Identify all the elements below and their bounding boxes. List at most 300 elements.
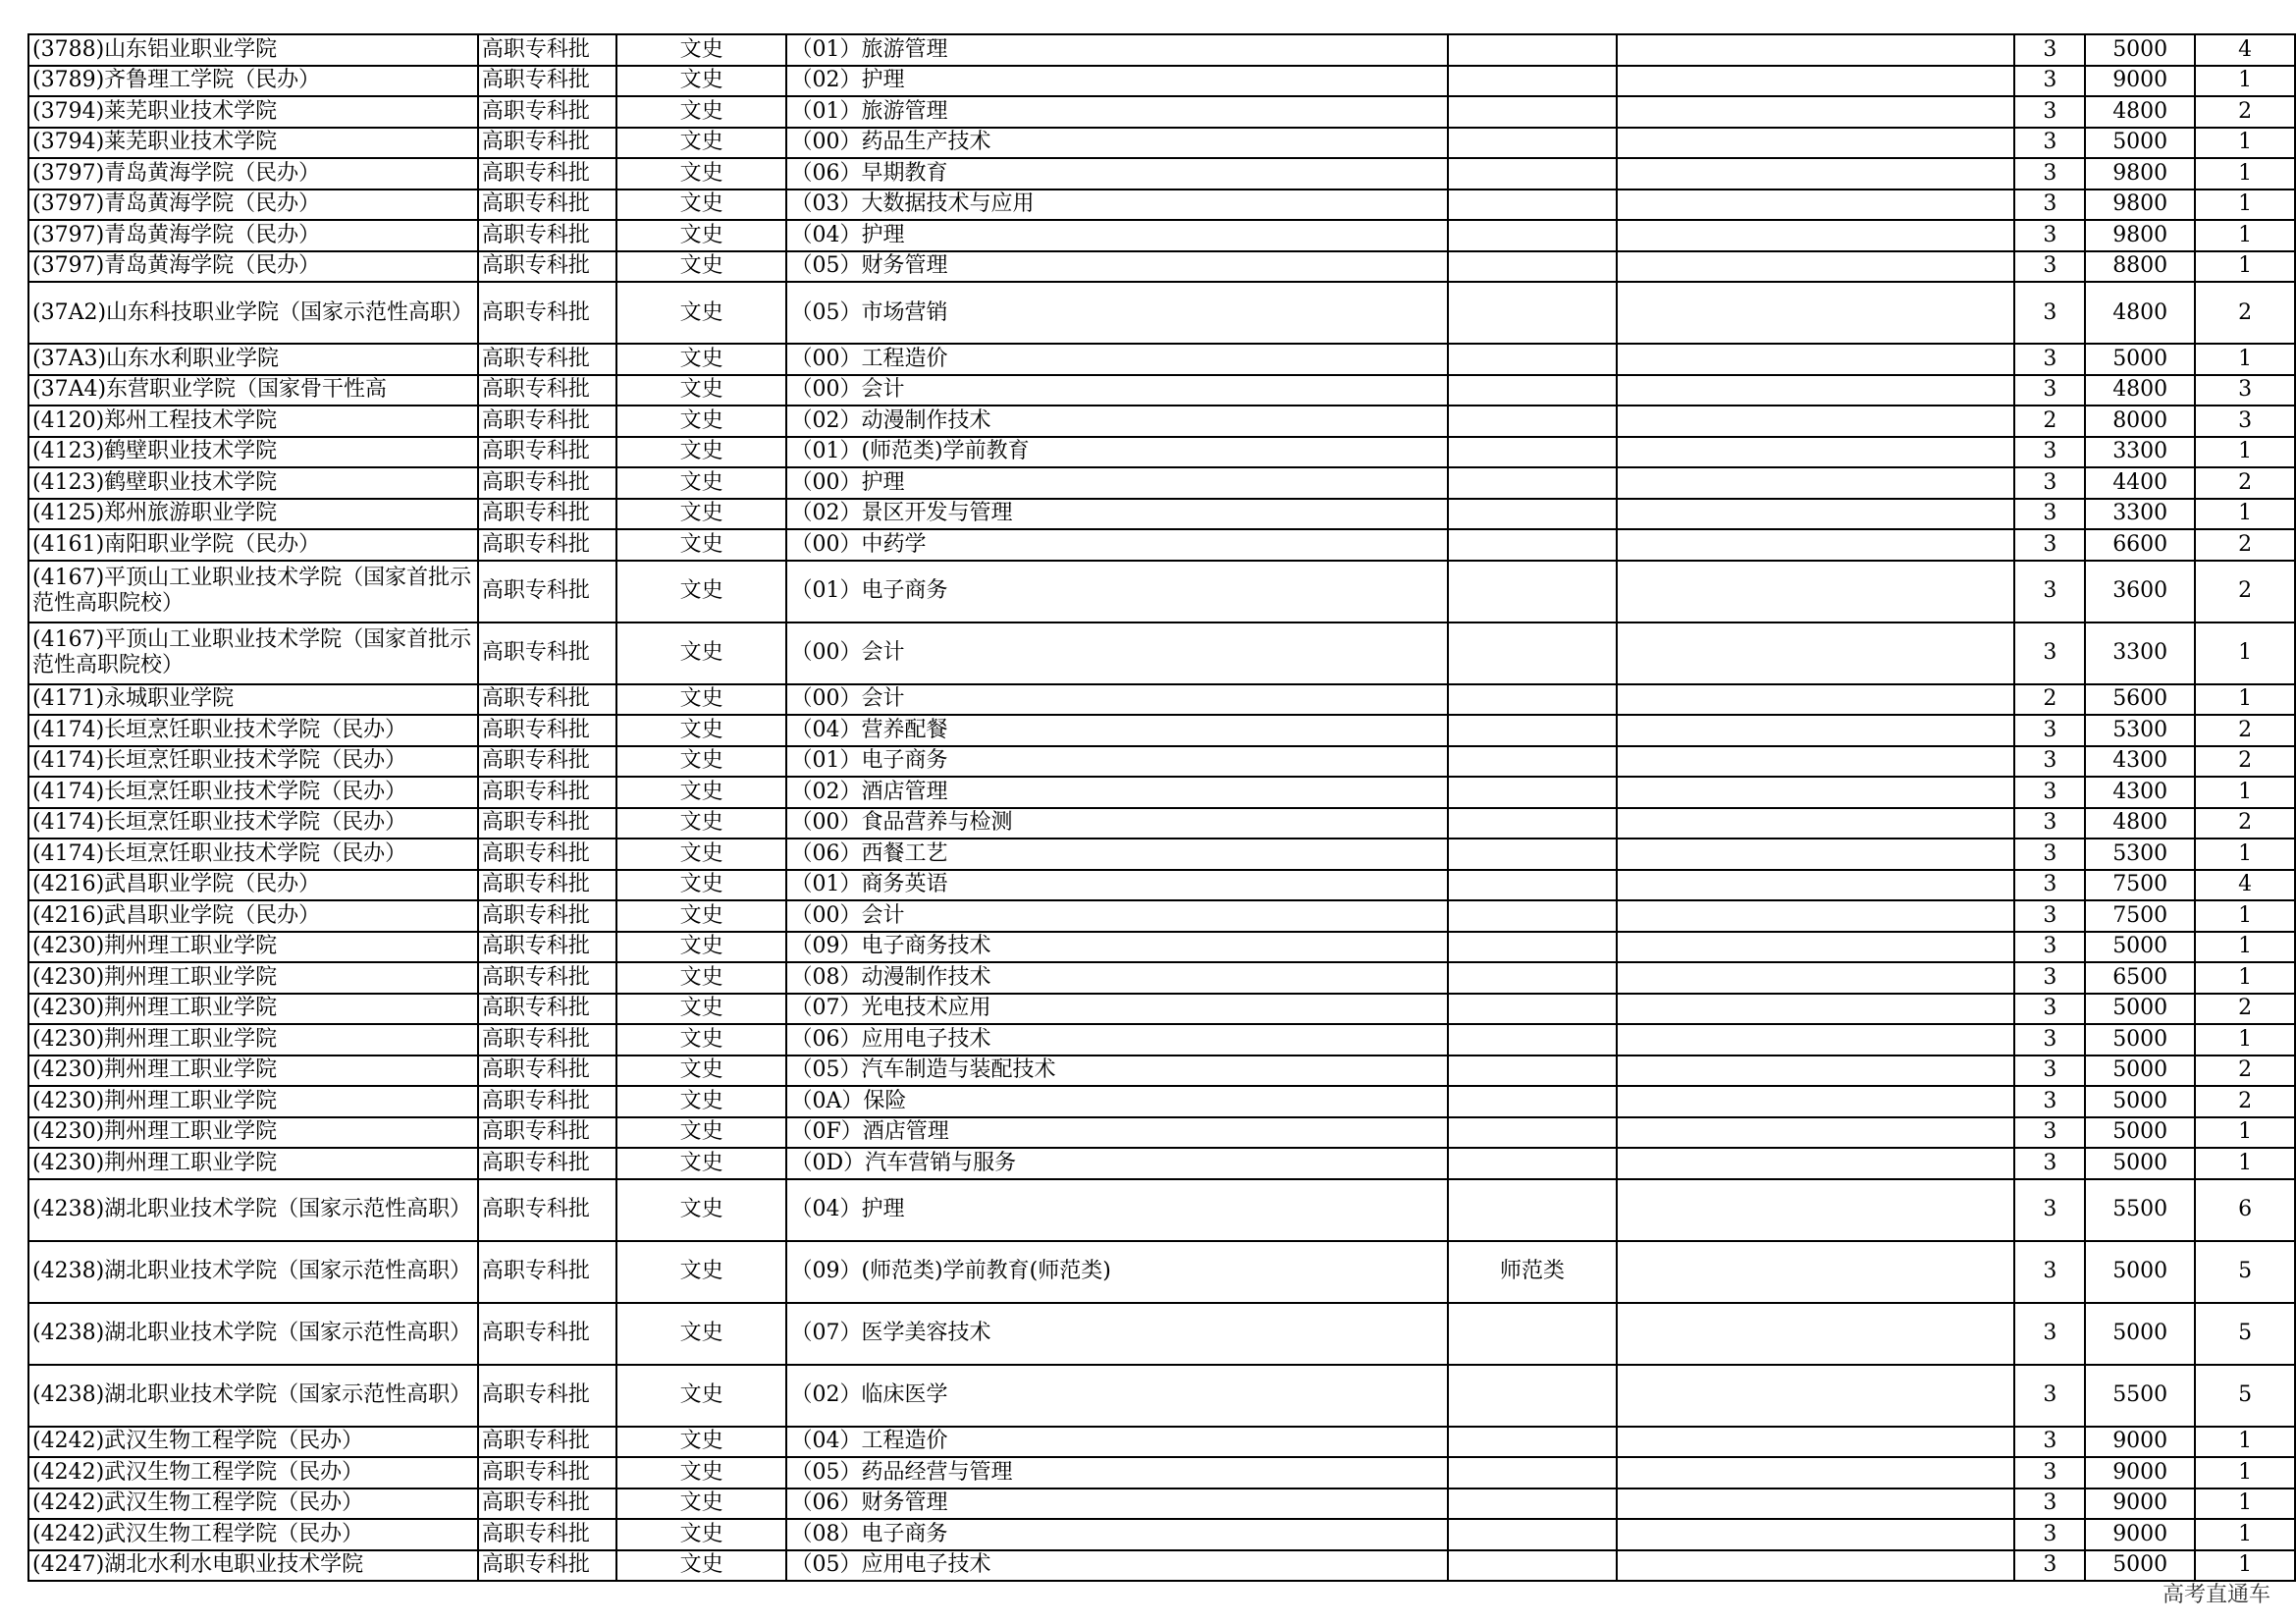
- tuition-cell: 5000: [2085, 1550, 2195, 1582]
- major-cell: （04）护理: [786, 1179, 1447, 1241]
- plan-count-cell: 1: [2195, 1489, 2295, 1520]
- subject-cell: 文史: [616, 1086, 787, 1117]
- major-cell: （08）动漫制作技术: [786, 962, 1447, 994]
- major-cell: （05）药品经营与管理: [786, 1457, 1447, 1489]
- tuition-cell: 9800: [2085, 220, 2195, 251]
- remark-cell: [1617, 1489, 2014, 1520]
- note-cell: [1448, 561, 1618, 623]
- plan-count-cell: 1: [2195, 1427, 2295, 1458]
- table-row: [28, 561, 2295, 623]
- plan-count-cell: 5: [2195, 1303, 2295, 1365]
- school-cell: (3797)青岛黄海学院（民办）: [28, 189, 478, 221]
- subject-cell: 文史: [616, 282, 787, 344]
- plan-count-cell: 1: [2195, 1117, 2295, 1149]
- table-row: [28, 1241, 2295, 1303]
- batch-cell: 高职专科批: [478, 1303, 616, 1365]
- school-cell: (3794)莱芜职业技术学院: [28, 128, 478, 159]
- major-cell: （01）电子商务: [786, 746, 1447, 778]
- remark-cell: [1617, 437, 2014, 468]
- note-cell: [1448, 96, 1618, 128]
- major-cell: （05）汽车制造与装配技术: [786, 1056, 1447, 1087]
- years-cell: 3: [2014, 870, 2085, 901]
- subject-cell: 文史: [616, 932, 787, 963]
- subject-cell: 文史: [616, 344, 787, 375]
- plan-count-cell: 1: [2195, 189, 2295, 221]
- tuition-cell: 5000: [2085, 128, 2195, 159]
- table-row: [28, 994, 2295, 1025]
- years-cell: 3: [2014, 839, 2085, 870]
- tuition-cell: 9000: [2085, 1489, 2195, 1520]
- note-cell: [1448, 282, 1618, 344]
- school-cell: (3797)青岛黄海学院（民办）: [28, 251, 478, 283]
- note-cell: [1448, 158, 1618, 189]
- tuition-cell: 4800: [2085, 375, 2195, 406]
- remark-cell: [1617, 499, 2014, 530]
- plan-count-cell: 5: [2195, 1365, 2295, 1427]
- remark-cell: [1617, 1086, 2014, 1117]
- major-cell: （00）中药学: [786, 529, 1447, 561]
- remark-cell: [1617, 128, 2014, 159]
- batch-cell: 高职专科批: [478, 1148, 616, 1179]
- school-cell: (4238)湖北职业技术学院（国家示范性高职）: [28, 1241, 478, 1303]
- subject-cell: 文史: [616, 1489, 787, 1520]
- years-cell: 3: [2014, 1117, 2085, 1149]
- note-cell: [1448, 900, 1618, 932]
- school-cell: (4167)平顶山工业职业技术学院（国家首批示范性高职院校）: [28, 623, 478, 684]
- major-cell: （09）电子商务技术: [786, 932, 1447, 963]
- tuition-cell: 5000: [2085, 1241, 2195, 1303]
- subject-cell: 文史: [616, 1056, 787, 1087]
- tuition-cell: 9000: [2085, 1519, 2195, 1550]
- note-cell: [1448, 467, 1618, 499]
- remark-cell: [1617, 870, 2014, 901]
- years-cell: 3: [2014, 34, 2085, 66]
- note-cell: [1448, 870, 1618, 901]
- tuition-cell: 5000: [2085, 1086, 2195, 1117]
- batch-cell: 高职专科批: [478, 499, 616, 530]
- years-cell: 3: [2014, 375, 2085, 406]
- major-cell: （0D）汽车营销与服务: [786, 1148, 1447, 1179]
- subject-cell: 文史: [616, 1179, 787, 1241]
- years-cell: 3: [2014, 282, 2085, 344]
- table-row: [28, 220, 2295, 251]
- remark-cell: [1617, 900, 2014, 932]
- school-cell: (4123)鹤壁职业技术学院: [28, 467, 478, 499]
- plan-count-cell: 4: [2195, 34, 2295, 66]
- batch-cell: 高职专科批: [478, 66, 616, 97]
- table-row: [28, 715, 2295, 746]
- years-cell: 3: [2014, 808, 2085, 839]
- batch-cell: 高职专科批: [478, 406, 616, 437]
- table-row: [28, 746, 2295, 778]
- table-row: [28, 777, 2295, 808]
- subject-cell: 文史: [616, 1148, 787, 1179]
- years-cell: 3: [2014, 623, 2085, 684]
- years-cell: 3: [2014, 1489, 2085, 1520]
- subject-cell: 文史: [616, 623, 787, 684]
- table-row: [28, 1489, 2295, 1520]
- remark-cell: [1617, 1365, 2014, 1427]
- batch-cell: 高职专科批: [478, 1519, 616, 1550]
- batch-cell: 高职专科批: [478, 561, 616, 623]
- remark-cell: [1617, 251, 2014, 283]
- school-cell: (4125)郑州旅游职业学院: [28, 499, 478, 530]
- years-cell: 3: [2014, 1056, 2085, 1087]
- batch-cell: 高职专科批: [478, 220, 616, 251]
- batch-cell: 高职专科批: [478, 437, 616, 468]
- school-cell: (4120)郑州工程技术学院: [28, 406, 478, 437]
- subject-cell: 文史: [616, 1303, 787, 1365]
- batch-cell: 高职专科批: [478, 684, 616, 716]
- remark-cell: [1617, 1241, 2014, 1303]
- table-row: [28, 1148, 2295, 1179]
- table-row: [28, 282, 2295, 344]
- note-cell: [1448, 1303, 1618, 1365]
- remark-cell: [1617, 189, 2014, 221]
- batch-cell: 高职专科批: [478, 96, 616, 128]
- subject-cell: 文史: [616, 870, 787, 901]
- table-row: [28, 1086, 2295, 1117]
- years-cell: 3: [2014, 777, 2085, 808]
- note-cell: [1448, 715, 1618, 746]
- remark-cell: [1617, 96, 2014, 128]
- note-cell: [1448, 1117, 1618, 1149]
- tuition-cell: 5600: [2085, 684, 2195, 716]
- tuition-cell: 5000: [2085, 344, 2195, 375]
- plan-count-cell: 1: [2195, 900, 2295, 932]
- note-cell: [1448, 1427, 1618, 1458]
- batch-cell: 高职专科批: [478, 1086, 616, 1117]
- note-cell: [1448, 128, 1618, 159]
- table-body: [28, 34, 2295, 1581]
- note-cell: [1448, 623, 1618, 684]
- years-cell: 2: [2014, 684, 2085, 716]
- school-cell: (4242)武汉生物工程学院（民办）: [28, 1457, 478, 1489]
- tuition-cell: 5000: [2085, 994, 2195, 1025]
- tuition-cell: 8800: [2085, 251, 2195, 283]
- table-row: [28, 467, 2295, 499]
- major-cell: （01）旅游管理: [786, 34, 1447, 66]
- plan-count-cell: 2: [2195, 529, 2295, 561]
- subject-cell: 文史: [616, 529, 787, 561]
- school-cell: (3797)青岛黄海学院（民办）: [28, 158, 478, 189]
- note-cell: [1448, 220, 1618, 251]
- subject-cell: 文史: [616, 808, 787, 839]
- major-cell: （06）西餐工艺: [786, 839, 1447, 870]
- major-cell: （0F）酒店管理: [786, 1117, 1447, 1149]
- tuition-cell: 6600: [2085, 529, 2195, 561]
- major-cell: （04）工程造价: [786, 1427, 1447, 1458]
- note-cell: [1448, 839, 1618, 870]
- note-cell: [1448, 684, 1618, 716]
- tuition-cell: 3300: [2085, 623, 2195, 684]
- plan-count-cell: 2: [2195, 994, 2295, 1025]
- remark-cell: [1617, 1148, 2014, 1179]
- tuition-cell: 9000: [2085, 1427, 2195, 1458]
- table-row: [28, 96, 2295, 128]
- major-cell: （01）旅游管理: [786, 96, 1447, 128]
- note-cell: [1448, 34, 1618, 66]
- plan-count-cell: 1: [2195, 251, 2295, 283]
- table-row: [28, 437, 2295, 468]
- batch-cell: 高职专科批: [478, 251, 616, 283]
- note-cell: [1448, 1056, 1618, 1087]
- subject-cell: 文史: [616, 962, 787, 994]
- note-cell: [1448, 1179, 1618, 1241]
- years-cell: 3: [2014, 1427, 2085, 1458]
- plan-count-cell: 1: [2195, 1148, 2295, 1179]
- table-row: [28, 1519, 2295, 1550]
- school-cell: (4216)武昌职业学院（民办）: [28, 870, 478, 901]
- table-row: [28, 1550, 2295, 1582]
- remark-cell: [1617, 623, 2014, 684]
- major-cell: （00）会计: [786, 684, 1447, 716]
- table-row: [28, 870, 2295, 901]
- plan-count-cell: 2: [2195, 1056, 2295, 1087]
- major-cell: （06）应用电子技术: [786, 1024, 1447, 1056]
- plan-count-cell: 1: [2195, 344, 2295, 375]
- subject-cell: 文史: [616, 900, 787, 932]
- remark-cell: [1617, 1427, 2014, 1458]
- school-cell: (37A4)东营职业学院（国家骨干性高: [28, 375, 478, 406]
- table-row: [28, 375, 2295, 406]
- table-row: [28, 406, 2295, 437]
- note-cell: [1448, 499, 1618, 530]
- remark-cell: [1617, 839, 2014, 870]
- plan-count-cell: 1: [2195, 623, 2295, 684]
- table-row: [28, 1457, 2295, 1489]
- table-row: [28, 1303, 2295, 1365]
- years-cell: 3: [2014, 220, 2085, 251]
- subject-cell: 文史: [616, 437, 787, 468]
- batch-cell: 高职专科批: [478, 1457, 616, 1489]
- major-cell: （00）会计: [786, 623, 1447, 684]
- batch-cell: 高职专科批: [478, 839, 616, 870]
- remark-cell: [1617, 406, 2014, 437]
- major-cell: （06）早期教育: [786, 158, 1447, 189]
- years-cell: 3: [2014, 1148, 2085, 1179]
- subject-cell: 文史: [616, 715, 787, 746]
- table-row: [28, 66, 2295, 97]
- batch-cell: 高职专科批: [478, 623, 616, 684]
- remark-cell: [1617, 34, 2014, 66]
- plan-count-cell: 1: [2195, 499, 2295, 530]
- note-cell: [1448, 962, 1618, 994]
- years-cell: 3: [2014, 251, 2085, 283]
- major-cell: （05）市场营销: [786, 282, 1447, 344]
- remark-cell: [1617, 1024, 2014, 1056]
- tuition-cell: 3600: [2085, 561, 2195, 623]
- subject-cell: 文史: [616, 1427, 787, 1458]
- batch-cell: 高职专科批: [478, 34, 616, 66]
- note-cell: [1448, 1519, 1618, 1550]
- tuition-cell: 6500: [2085, 962, 2195, 994]
- batch-cell: 高职专科批: [478, 375, 616, 406]
- plan-count-cell: 2: [2195, 715, 2295, 746]
- school-cell: (4242)武汉生物工程学院（民办）: [28, 1489, 478, 1520]
- years-cell: 3: [2014, 1024, 2085, 1056]
- plan-count-cell: 1: [2195, 839, 2295, 870]
- school-cell: (4230)荆州理工职业学院: [28, 994, 478, 1025]
- batch-cell: 高职专科批: [478, 1550, 616, 1582]
- tuition-cell: 9800: [2085, 158, 2195, 189]
- subject-cell: 文史: [616, 1117, 787, 1149]
- tuition-cell: 5000: [2085, 1303, 2195, 1365]
- school-cell: (4174)长垣烹饪职业技术学院（民办）: [28, 839, 478, 870]
- note-cell: [1448, 1457, 1618, 1489]
- plan-count-cell: 2: [2195, 808, 2295, 839]
- table-row: [28, 839, 2295, 870]
- batch-cell: 高职专科批: [478, 282, 616, 344]
- major-cell: （07）光电技术应用: [786, 994, 1447, 1025]
- subject-cell: 文史: [616, 1365, 787, 1427]
- school-cell: (4161)南阳职业学院（民办）: [28, 529, 478, 561]
- tuition-cell: 7500: [2085, 900, 2195, 932]
- school-cell: (37A2)山东科技职业学院（国家示范性高职）: [28, 282, 478, 344]
- subject-cell: 文史: [616, 994, 787, 1025]
- plan-count-cell: 2: [2195, 282, 2295, 344]
- school-cell: (4174)长垣烹饪职业技术学院（民办）: [28, 808, 478, 839]
- tuition-cell: 9000: [2085, 66, 2195, 97]
- plan-count-cell: 6: [2195, 1179, 2295, 1241]
- batch-cell: 高职专科批: [478, 962, 616, 994]
- major-cell: （0A）保险: [786, 1086, 1447, 1117]
- major-cell: （02）景区开发与管理: [786, 499, 1447, 530]
- batch-cell: 高职专科批: [478, 777, 616, 808]
- remark-cell: [1617, 932, 2014, 963]
- subject-cell: 文史: [616, 1550, 787, 1582]
- major-cell: （00）会计: [786, 900, 1447, 932]
- tuition-cell: 8000: [2085, 406, 2195, 437]
- subject-cell: 文史: [616, 66, 787, 97]
- subject-cell: 文史: [616, 375, 787, 406]
- table-row: [28, 34, 2295, 66]
- school-cell: (3788)山东铝业职业学院: [28, 34, 478, 66]
- tuition-cell: 4300: [2085, 746, 2195, 778]
- years-cell: 3: [2014, 900, 2085, 932]
- note-cell: [1448, 746, 1618, 778]
- school-cell: (4230)荆州理工职业学院: [28, 1117, 478, 1149]
- remark-cell: [1617, 561, 2014, 623]
- years-cell: 3: [2014, 467, 2085, 499]
- major-cell: （00）食品营养与检测: [786, 808, 1447, 839]
- subject-cell: 文史: [616, 1241, 787, 1303]
- subject-cell: 文史: [616, 1457, 787, 1489]
- batch-cell: 高职专科批: [478, 932, 616, 963]
- major-cell: （06）财务管理: [786, 1489, 1447, 1520]
- table-row: [28, 128, 2295, 159]
- note-cell: 师范类: [1448, 1241, 1618, 1303]
- years-cell: 3: [2014, 529, 2085, 561]
- plan-count-cell: 1: [2195, 962, 2295, 994]
- tuition-cell: 5300: [2085, 839, 2195, 870]
- remark-cell: [1617, 777, 2014, 808]
- school-cell: (4238)湖北职业技术学院（国家示范性高职）: [28, 1365, 478, 1427]
- years-cell: 3: [2014, 746, 2085, 778]
- plan-count-cell: 1: [2195, 932, 2295, 963]
- note-cell: [1448, 189, 1618, 221]
- school-cell: (4171)永城职业学院: [28, 684, 478, 716]
- plan-count-cell: 1: [2195, 684, 2295, 716]
- subject-cell: 文史: [616, 561, 787, 623]
- plan-count-cell: 2: [2195, 1086, 2295, 1117]
- school-cell: (3789)齐鲁理工学院（民办）: [28, 66, 478, 97]
- school-cell: (4174)长垣烹饪职业技术学院（民办）: [28, 715, 478, 746]
- tuition-cell: 4800: [2085, 96, 2195, 128]
- table-row: [28, 1427, 2295, 1458]
- major-cell: （05）财务管理: [786, 251, 1447, 283]
- major-cell: （02）动漫制作技术: [786, 406, 1447, 437]
- tuition-cell: 4300: [2085, 777, 2195, 808]
- major-cell: （01）商务英语: [786, 870, 1447, 901]
- note-cell: [1448, 251, 1618, 283]
- table-row: [28, 1024, 2295, 1056]
- plan-count-cell: 2: [2195, 467, 2295, 499]
- subject-cell: 文史: [616, 839, 787, 870]
- tuition-cell: 4800: [2085, 808, 2195, 839]
- note-cell: [1448, 529, 1618, 561]
- plan-count-cell: 1: [2195, 1457, 2295, 1489]
- remark-cell: [1617, 1457, 2014, 1489]
- remark-cell: [1617, 962, 2014, 994]
- major-cell: （04）护理: [786, 220, 1447, 251]
- note-cell: [1448, 1024, 1618, 1056]
- remark-cell: [1617, 344, 2014, 375]
- remark-cell: [1617, 282, 2014, 344]
- plan-count-cell: 1: [2195, 1024, 2295, 1056]
- major-cell: （00）会计: [786, 375, 1447, 406]
- years-cell: 3: [2014, 715, 2085, 746]
- batch-cell: 高职专科批: [478, 1365, 616, 1427]
- plan-count-cell: 1: [2195, 220, 2295, 251]
- note-cell: [1448, 375, 1618, 406]
- subject-cell: 文史: [616, 189, 787, 221]
- note-cell: [1448, 1148, 1618, 1179]
- major-cell: （04）营养配餐: [786, 715, 1447, 746]
- batch-cell: 高职专科批: [478, 1241, 616, 1303]
- table-row: [28, 158, 2295, 189]
- table-row: [28, 684, 2295, 716]
- school-cell: (4216)武昌职业学院（民办）: [28, 900, 478, 932]
- table-row: [28, 623, 2295, 684]
- batch-cell: 高职专科批: [478, 746, 616, 778]
- years-cell: 3: [2014, 128, 2085, 159]
- remark-cell: [1617, 529, 2014, 561]
- plan-count-cell: 3: [2195, 406, 2295, 437]
- batch-cell: 高职专科批: [478, 870, 616, 901]
- table-row: [28, 189, 2295, 221]
- remark-cell: [1617, 158, 2014, 189]
- table-row: [28, 529, 2295, 561]
- tuition-cell: 7500: [2085, 870, 2195, 901]
- years-cell: 3: [2014, 66, 2085, 97]
- school-cell: (4230)荆州理工职业学院: [28, 962, 478, 994]
- plan-count-cell: 1: [2195, 128, 2295, 159]
- batch-cell: 高职专科批: [478, 1024, 616, 1056]
- plan-count-cell: 4: [2195, 870, 2295, 901]
- plan-count-cell: 1: [2195, 1519, 2295, 1550]
- tuition-cell: 5000: [2085, 1024, 2195, 1056]
- school-cell: (4247)湖北水利水电职业技术学院: [28, 1550, 478, 1582]
- batch-cell: 高职专科批: [478, 1427, 616, 1458]
- school-cell: (4238)湖北职业技术学院（国家示范性高职）: [28, 1179, 478, 1241]
- school-cell: (4230)荆州理工职业学院: [28, 1086, 478, 1117]
- table-row: [28, 932, 2295, 963]
- tuition-cell: 5000: [2085, 1056, 2195, 1087]
- years-cell: 3: [2014, 344, 2085, 375]
- major-cell: （03）大数据技术与应用: [786, 189, 1447, 221]
- years-cell: 3: [2014, 962, 2085, 994]
